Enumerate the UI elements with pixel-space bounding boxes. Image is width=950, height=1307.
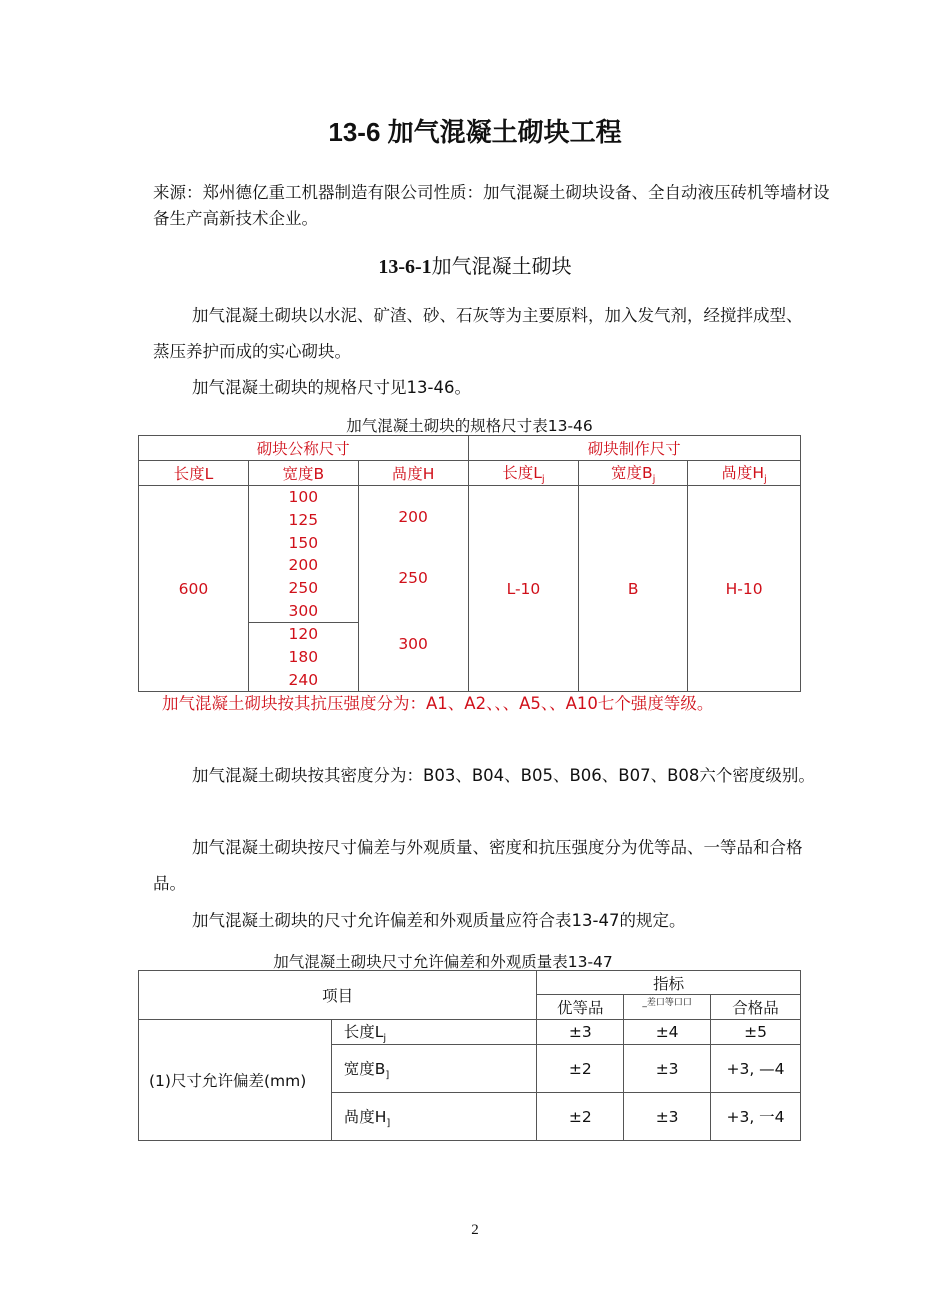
- cell-width-list-2: 120 180 240: [248, 623, 358, 692]
- row-length-v1: ±3: [537, 1020, 624, 1045]
- paragraph-3: 加气混凝土砌块按其抗压强度分为：A1、A2、、、A5、、A10七个强度等级。: [162, 694, 714, 713]
- paragraph-4: 加气混凝土砌块按其密度分为：B03、B04、B05、B06、B07、B08六个密度级别。: [192, 766, 815, 785]
- header-length-j: 长度$L_j$: [468, 461, 579, 486]
- header-height-j: 咼度$H_j$: [688, 461, 801, 486]
- source-line: 来源：郑州德亿重工机器制造有限公司性质：加气混凝土砌块设备、全自动液压砖机等墙材设备生产高新技术企业。: [153, 183, 830, 228]
- cell-height-list: 200 250 300: [358, 486, 468, 692]
- group-nominal-size: 砌块公称尺寸: [139, 436, 469, 461]
- cell-width-j: B: [579, 486, 688, 692]
- header-grade-3: 合格品: [711, 995, 801, 1020]
- row-length-v2: ±4: [624, 1020, 711, 1045]
- table2-caption: 加气混凝土砌块尺寸允许偏差和外观质量表13-47: [273, 953, 613, 971]
- row-length-v3: ±5: [711, 1020, 801, 1045]
- section-number: 13-6-1: [378, 256, 432, 278]
- row-height-v3: +3, 一4: [711, 1093, 801, 1141]
- header-length: 长度L: [139, 461, 249, 486]
- row-height-v2: ±3: [624, 1093, 711, 1141]
- header-height: 咼度H: [358, 461, 468, 486]
- table-13-46: [138, 435, 801, 692]
- section-heading: [0, 250, 950, 279]
- paragraph-6: 加气混凝土砌块的尺寸允许偏差和外观质量应符合表13-47的规定。: [192, 911, 686, 930]
- cell-width-list-1: 100 125 150 200 250 300: [248, 486, 358, 623]
- header-grade-2: _差口等口口: [624, 995, 711, 1020]
- cell-length-j: L-10: [468, 486, 579, 692]
- cell-height-j: H-10: [688, 486, 801, 692]
- cell-length: 600: [139, 486, 249, 692]
- header-width: 宽度B: [248, 461, 358, 486]
- row-height-v1: ±2: [537, 1093, 624, 1141]
- row-width-v1: ±2: [537, 1045, 624, 1093]
- header-grade-1: 优等品: [537, 995, 624, 1020]
- group-manufacturing-size: 砌块制作尺寸: [468, 436, 800, 461]
- row-width-v3: +3, —4: [711, 1045, 801, 1093]
- paragraph-2: 加气混凝土砌块的规格尺寸见13-46。: [192, 378, 471, 397]
- row-width-v2: ±3: [624, 1045, 711, 1093]
- paragraph-5: 加气混凝土砌块按尺寸偏差与外观质量、密度和抗压强度分为优等品、一等品和合格品。: [153, 838, 803, 893]
- page-number: 2: [471, 1222, 479, 1238]
- header-width-j: 宽度$B_j$: [579, 461, 688, 486]
- group-size-deviation: (1)尺寸允许偏差(mm): [139, 1020, 332, 1141]
- row-label-width: 宽度$B_]$: [331, 1045, 537, 1093]
- row-label-length: 长度$L_j$: [331, 1020, 537, 1045]
- row-label-height: 咼度$H_]$: [331, 1093, 537, 1141]
- section-title: 加气混凝土砌块: [431, 254, 572, 278]
- header-index: 指标: [537, 971, 801, 995]
- paragraph-1: 加气混凝土砌块以水泥、矿渣、砂、石灰等为主要原料，加入发气剂，经搅拌成型、蒸压养护而成的实心砌块。: [153, 306, 803, 361]
- table1-caption: 加气混凝土砌块的规格尺寸表13-46: [346, 417, 593, 435]
- header-item: 项目: [139, 971, 537, 1020]
- table-13-47: [138, 970, 801, 1141]
- page-title: 13-6 加气混凝土砌块工程: [328, 117, 622, 147]
